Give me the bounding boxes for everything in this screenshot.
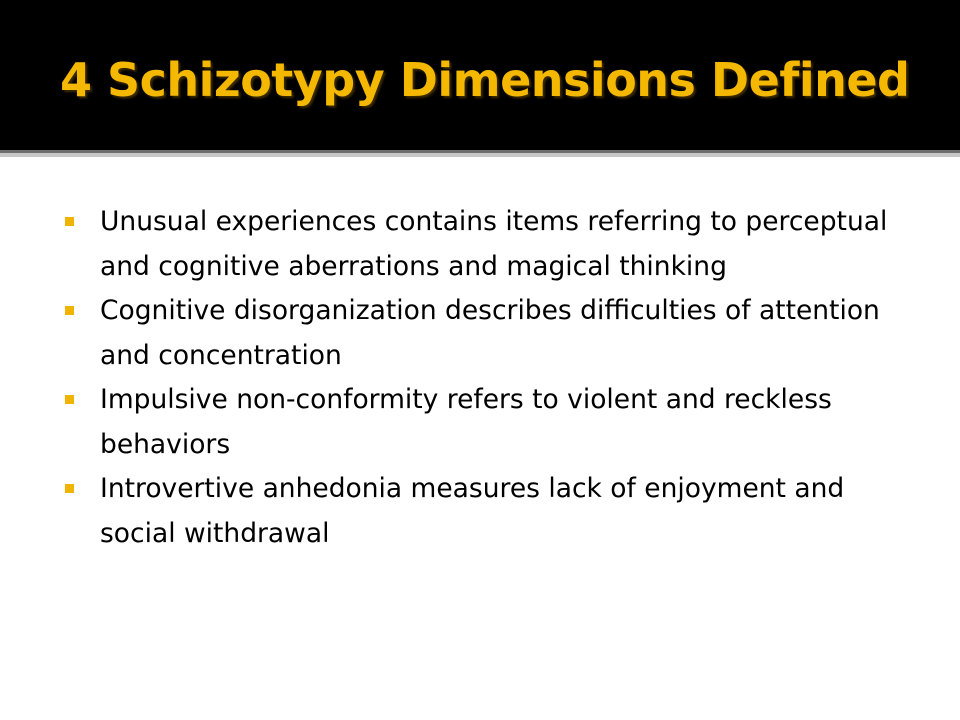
bullet-text: Impulsive non-conformity refers to violent and reckless behaviors: [100, 384, 832, 460]
bullet-item-introvertive-anhedonia: [60, 467, 920, 556]
bullet-text: Cognitive disorganization describes difficulties of attention and concentration: [100, 295, 880, 371]
bullet-text: Unusual experiences contains items referring to perceptual and cognitive aberrations and magical thinking: [100, 206, 888, 282]
square-bullet-icon: [65, 217, 74, 226]
bullet-item-cognitive-disorganization: [60, 289, 920, 378]
square-bullet-icon: [65, 306, 74, 315]
bullet-item-unusual-experiences: [60, 200, 920, 289]
bullet-list: [60, 200, 920, 556]
bullet-item-impulsive-non-conformity: [60, 378, 920, 467]
square-bullet-icon: [65, 395, 74, 404]
square-bullet-icon: [65, 484, 74, 493]
title-bar: [0, 0, 960, 150]
title-divider-light: [0, 153, 960, 157]
slide-title: 4 Schizotypy Dimensions Defined: [60, 53, 910, 107]
bullet-text: Introvertive anhedonia measures lack of enjoyment and social withdrawal: [100, 473, 845, 549]
